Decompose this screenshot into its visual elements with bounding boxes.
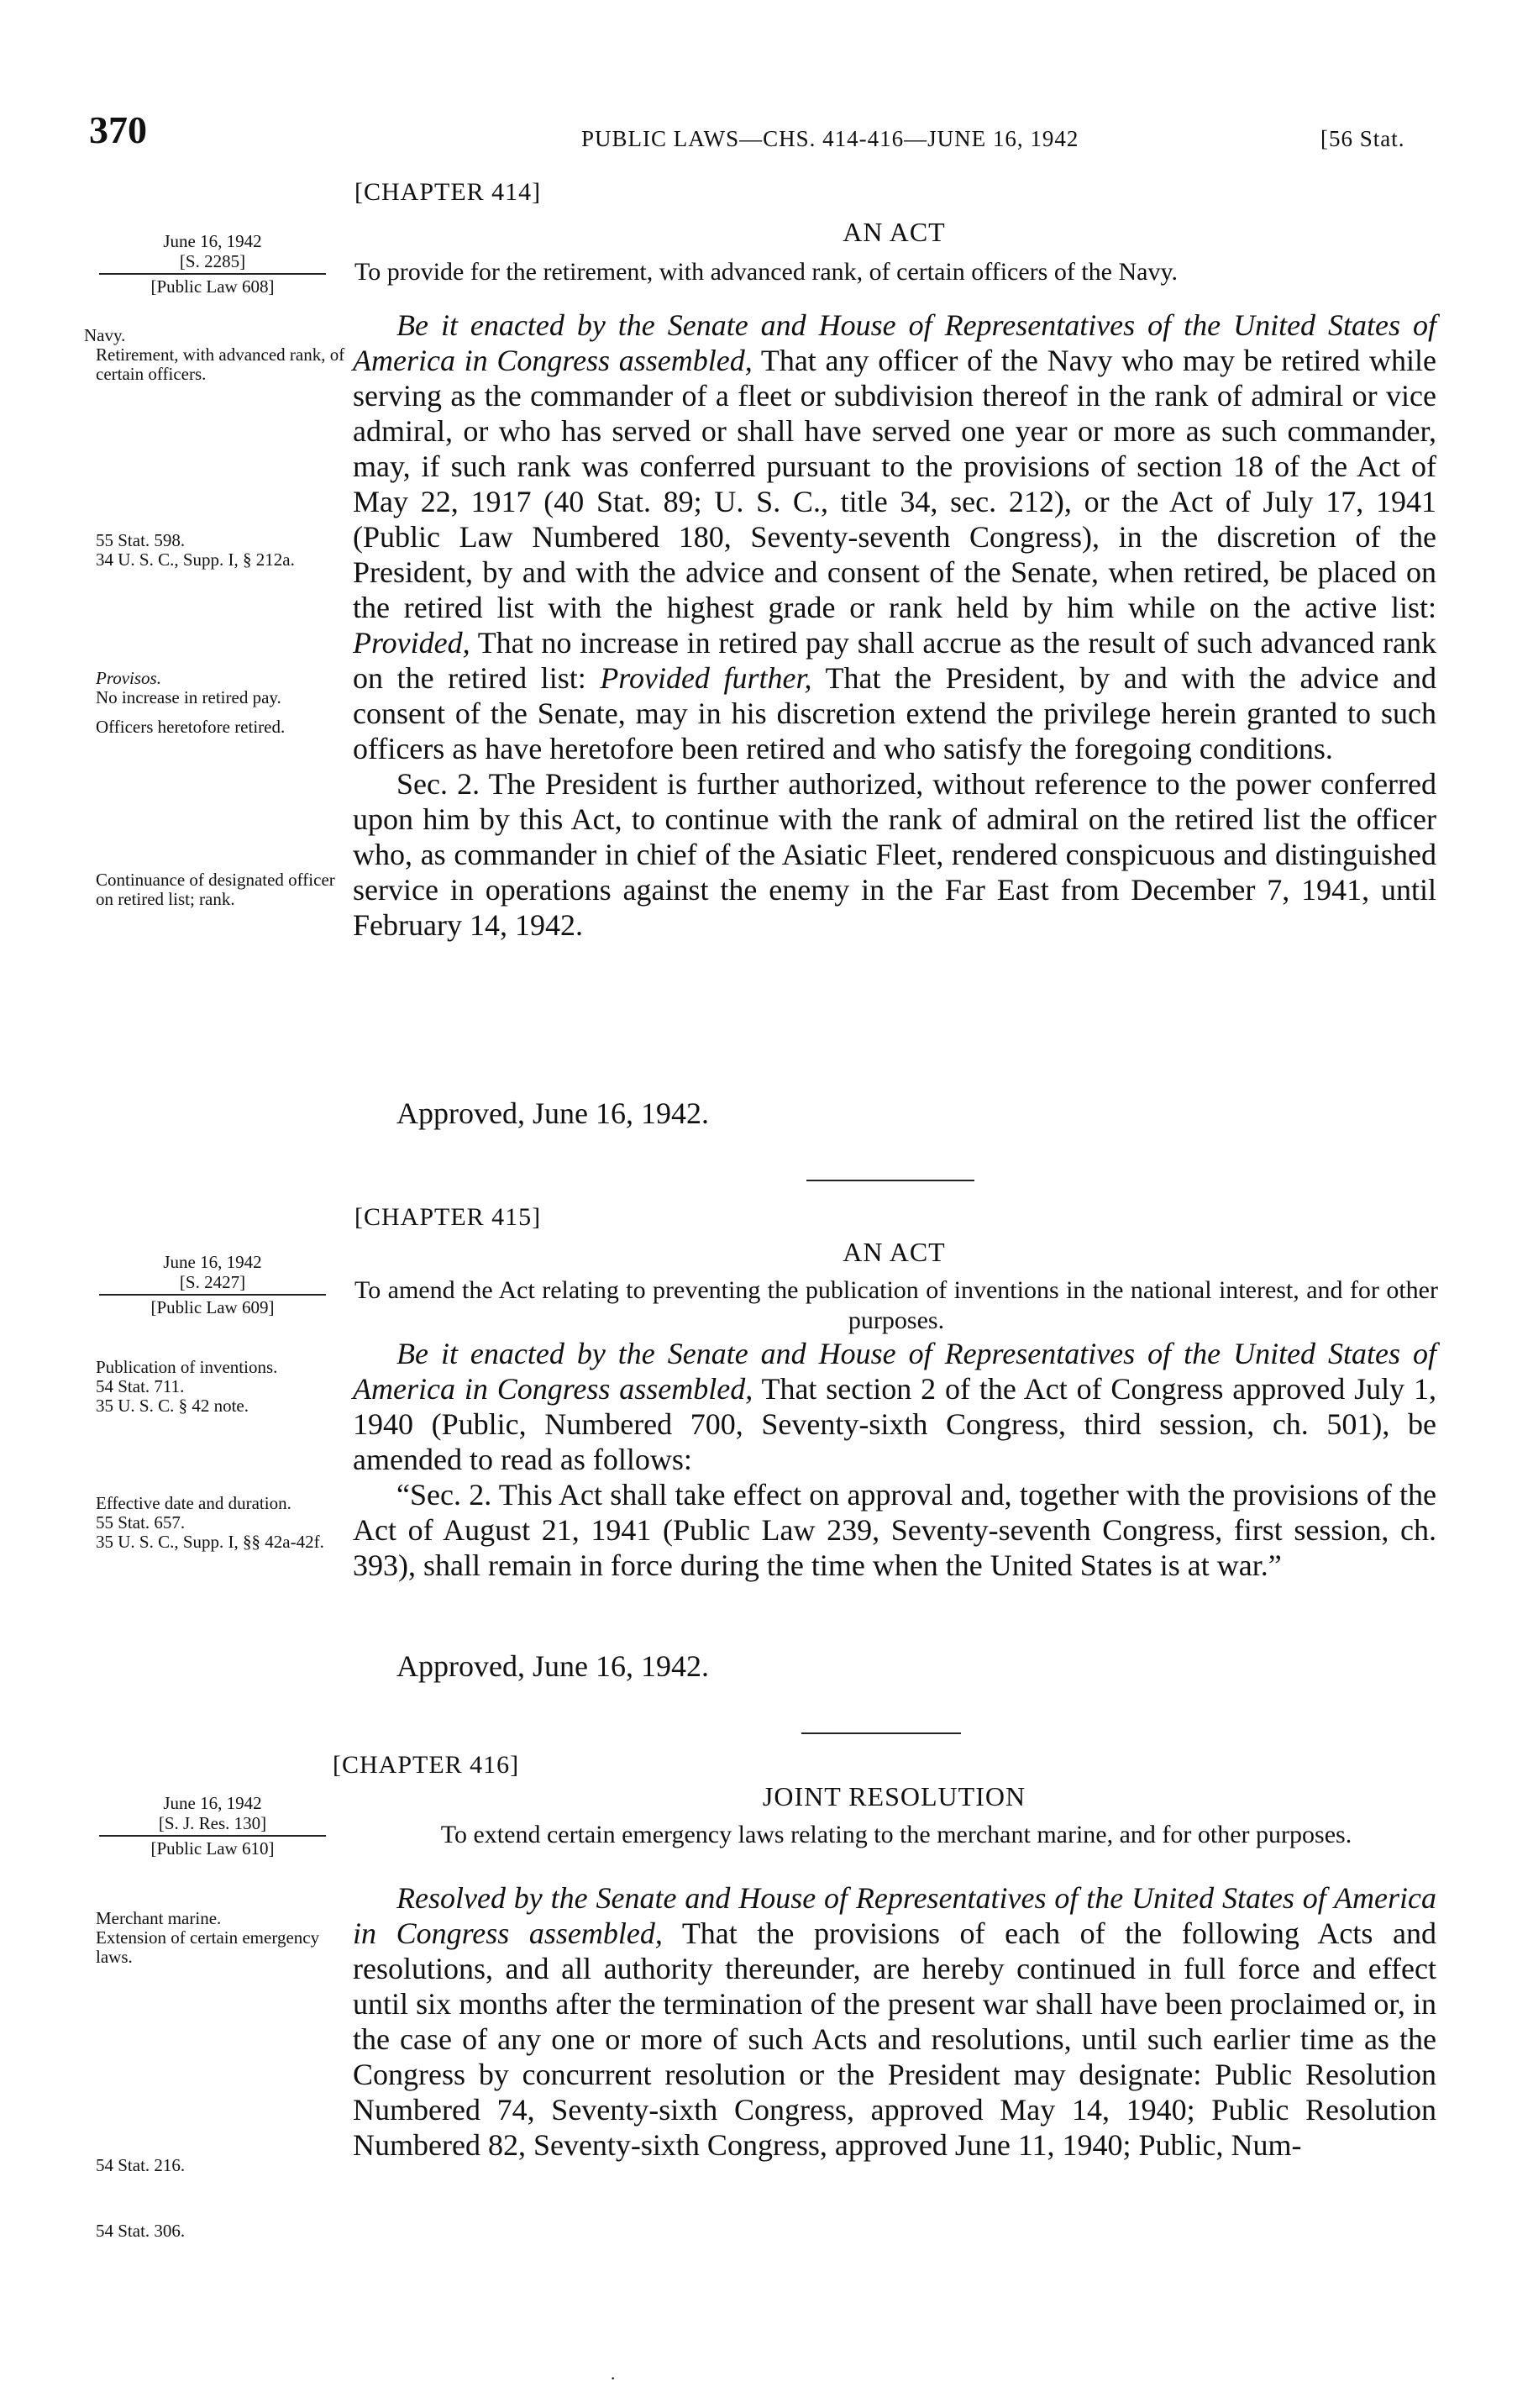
chapter-414-margin-date <box>99 231 326 297</box>
margin-note-line: 34 U. S. C., Supp. I, § 212a. <box>96 549 295 570</box>
section-2: Sec. 2. The President is further authorized, without reference to the power conferred upon him by this Act, to continue with the rank of admiral on the retired list the officer who, as commander in chief of the Asiatic Fleet, rendered conspicuous and distinguished service in operations against the enemy in the Far East from December 7, 1941, until February 14, 1942. <box>353 767 1436 942</box>
chapter-414-approved: Approved, June 16, 1942. <box>396 1096 709 1130</box>
proviso-text: That no increase in retired pay shall accrue as the result of such advanced rank on the retired list: <box>353 626 1436 695</box>
chapter-414-purpose: To provide for the retirement, with advanced rank, of certain officers of the Navy. <box>354 258 1179 286</box>
margin-note-line: Merchant marine. <box>96 1908 222 1928</box>
chapter-414-heading: [CHAPTER 414] <box>354 178 542 206</box>
margin-note-line: 35 U. S. C. § 42 note. <box>96 1396 249 1416</box>
margin-note-line: 55 Stat. 657. <box>96 1512 186 1533</box>
chapter-416-body <box>353 1880 1436 2163</box>
chapter-415-body <box>353 1336 1436 1583</box>
chapter-414-body <box>353 308 1436 943</box>
margin-note-navy <box>84 326 361 384</box>
section-divider <box>806 1180 974 1181</box>
margin-note-line: 54 Stat. 306. <box>96 2221 186 2241</box>
page-number: 370 <box>89 108 147 151</box>
margin-note-publication <box>84 1358 353 1416</box>
volume-reference: [56 Stat. <box>1320 126 1405 151</box>
margin-note-line: Navy. <box>84 325 126 345</box>
public-law-number: [Public Law 609] <box>99 1294 326 1317</box>
margin-note-line: Publication of inventions. <box>96 1357 278 1377</box>
chapter-415-purpose: To amend the Act relating to preventing the publication of inventions in the national interest, and for other purposes. <box>354 1276 1438 1334</box>
chapter-415-title: AN ACT <box>843 1237 946 1267</box>
public-law-number: [Public Law 608] <box>99 273 326 297</box>
approval-date: June 16, 1942 <box>163 1793 262 1813</box>
body-text: That the provisions of each of the following Acts and resolutions, and all authority thereunder, are hereby continued in full force and effect until six months after the termination of the present war shall have been proclaimed or, in the case of any one or more of such Acts and resolutions, until such earlier time as the Congress by concurrent resolution or the President may designate: Public Resolution Numbered 74, Seventy-sixth Congress, approved May 14, 1940; Public Resolution Numbered 82, Seventy-sixth Congress, approved June 11, 1940; Public, Num- <box>353 1916 1436 2162</box>
chapter-415-approved: Approved, June 16, 1942. <box>396 1649 709 1683</box>
running-title: PUBLIC LAWS—CHS. 414-416—JUNE 16, 1942 <box>581 126 1079 151</box>
margin-note-citation <box>84 531 353 570</box>
margin-note-line: Provisos. <box>96 668 161 688</box>
bill-number: [S. J. Res. 130] <box>158 1813 267 1833</box>
section-divider <box>801 1732 961 1734</box>
margin-note-merchant-marine <box>84 1909 353 1967</box>
enacting-clause: Be it enacted by the Senate and House of Representatives of the United States of America in Congress assembled, <box>353 1337 1436 1406</box>
public-law-number: [Public Law 610] <box>99 1835 326 1859</box>
margin-note-line: 54 Stat. 216. <box>96 2155 186 2175</box>
margin-note-line: Retirement, with advanced rank, of certain officers. <box>96 344 345 384</box>
approval-date: June 16, 1942 <box>163 231 262 251</box>
chapter-415-heading: [CHAPTER 415] <box>354 1203 542 1231</box>
margin-note-line: 35 U. S. C., Supp. I, §§ 42a-42f. <box>96 1532 324 1552</box>
margin-note-line: Effective date and duration. <box>96 1493 291 1513</box>
chapter-416-title: JOINT RESOLUTION <box>762 1781 1026 1811</box>
margin-note-citation <box>84 2156 353 2175</box>
margin-note-line: Officers heretofore retired. <box>96 717 286 737</box>
body-text: That any officer of the Navy who may be retired while serving as the commander of a fleet or subdivision thereof in the rank of admiral or vice admiral, or who has served or shall have served one year or more as such commander, may, if such rank was conferred pursuant to the provisions of section 18 of the Act of May 22, 1917 (40 Stat. 89; U. S. C., title 34, sec. 212), or the Act of July 17, 1941 (Public Law Numbered 180, Seventy-seventh Congress), in the discretion of the President, by and with the advice and consent of the Senate, when retired, be placed on the retired list with the highest grade or rank held by him while on the active list: <box>353 344 1436 624</box>
chapter-415-margin-date <box>99 1252 326 1317</box>
margin-note-citation <box>84 2221 353 2241</box>
enacting-clause: Be it enacted by the Senate and House of Representatives of the United States of America in Congress assembled, <box>353 308 1436 377</box>
footer-mark: · <box>610 2368 617 2389</box>
margin-note-line: 54 Stat. 711. <box>96 1376 185 1396</box>
margin-note-effective-date <box>84 1494 353 1552</box>
proviso-label: Provided further, <box>600 661 812 695</box>
margin-note-line: No increase in retired pay. <box>96 687 281 707</box>
chapter-416-purpose: To extend certain emergency laws relating to the merchant marine, and for other purposes. <box>440 1821 1352 1848</box>
margin-note-continuance <box>84 870 353 909</box>
margin-note-line: Continuance of designated officer on retired list; rank. <box>96 870 335 909</box>
bill-number: [S. 2427] <box>179 1272 246 1292</box>
margin-note-line: Extension of certain emergency laws. <box>96 1927 320 1967</box>
margin-note-line: 55 Stat. 598. <box>96 530 186 550</box>
proviso-text: That the President, by and with the advice and consent of the Senate, may in his discretion extend the privilege herein granted to such officers as have heretofore been retired and who satisfy the foregoing conditions. <box>353 661 1437 765</box>
approval-date: June 16, 1942 <box>163 1252 262 1272</box>
chapter-416-heading: [CHAPTER 416] <box>333 1751 520 1779</box>
body-text: That section 2 of the Act of Congress approved July 1, 1940 (Public, Numbered 700, Seventy-sixth Congress, third session, ch. 501), be amended to read as follows: <box>353 1372 1436 1476</box>
margin-note-provisos <box>84 669 353 737</box>
running-header <box>581 126 1405 152</box>
proviso-label: Provided, <box>353 626 470 660</box>
chapter-416-margin-date <box>99 1793 326 1859</box>
chapter-414-title: AN ACT <box>843 217 946 247</box>
enacting-clause: Resolved by the Senate and House of Representatives of the United States of America in Congress assembled, <box>353 1881 1436 1950</box>
quoted-section: “Sec. 2. This Act shall take effect on approval and, together with the provisions of the Act of August 21, 1941 (Public Law 239, Seventy-seventh Congress, first session, ch. 393), shall remain in force during the time when the United States is at war.” <box>353 1478 1436 1582</box>
bill-number: [S. 2285] <box>179 251 246 271</box>
